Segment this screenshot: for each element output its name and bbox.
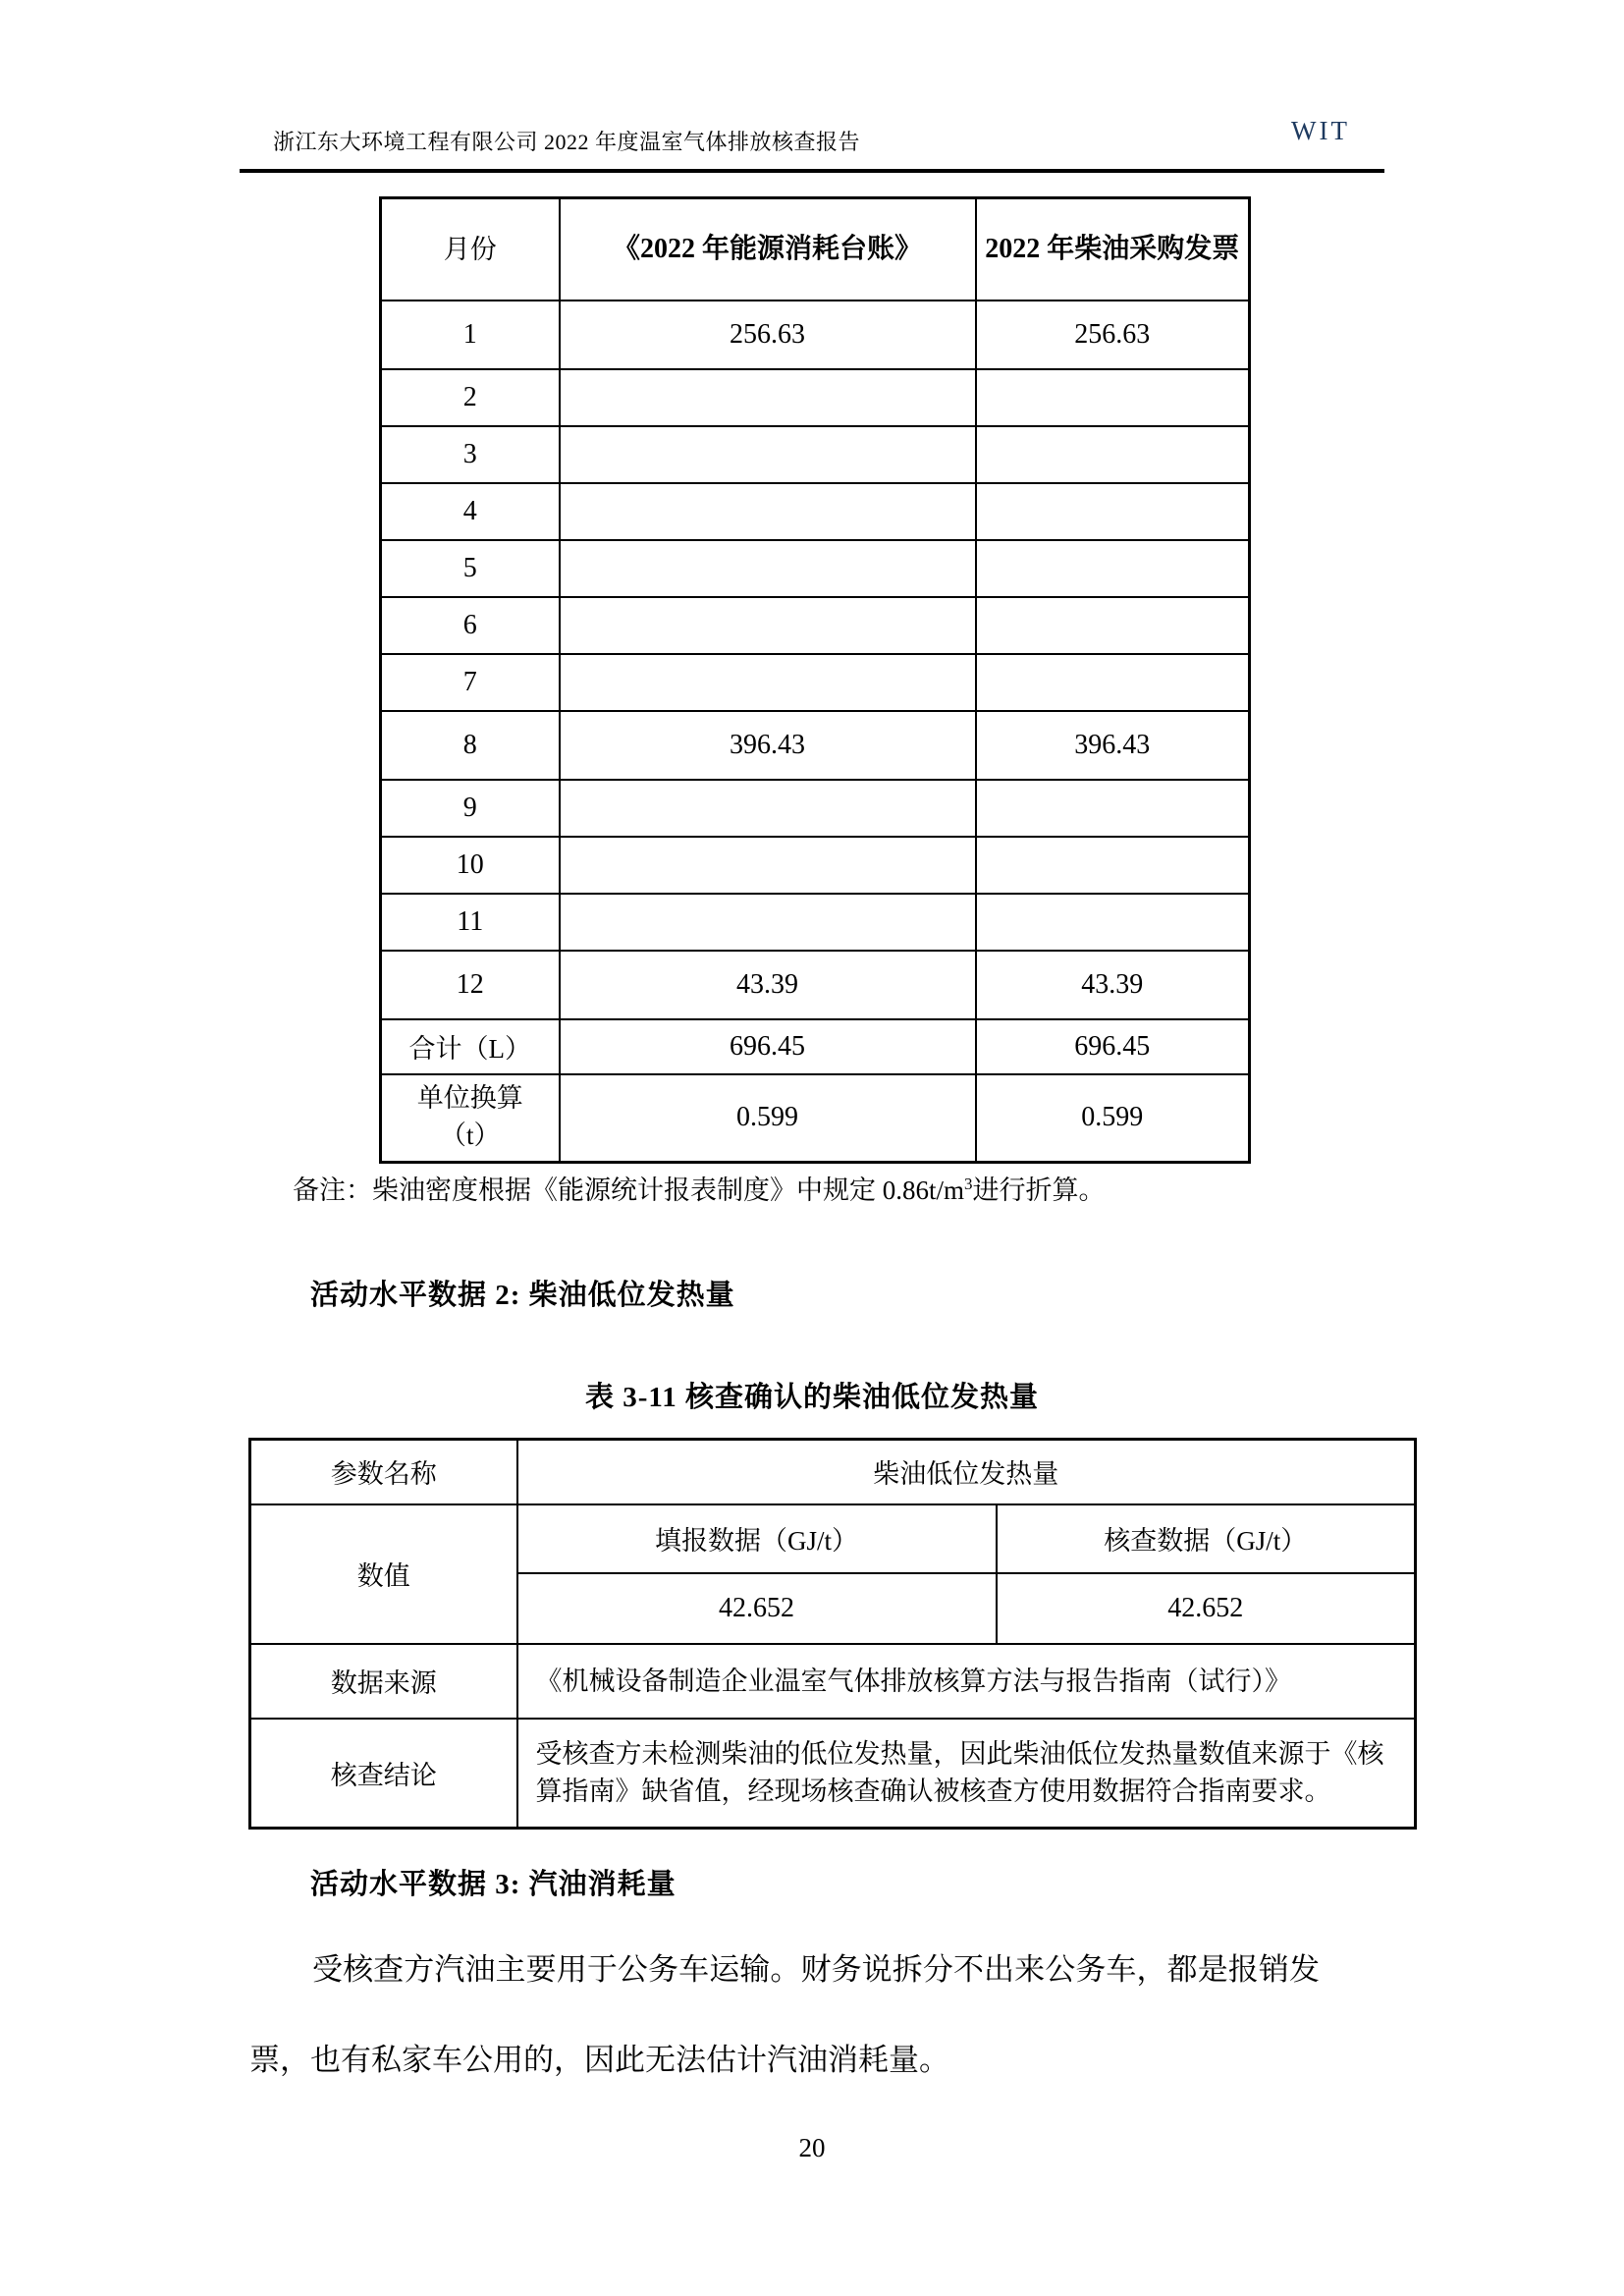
table-note: [293, 1169, 1106, 1207]
section-heading-activity-data-2: 活动水平数据 2: 柴油低位发热量: [310, 1280, 735, 1311]
table-row: [381, 654, 1250, 711]
data-source-value-cell: 《机械设备制造企业温室气体排放核算方法与报告指南（试行）》: [517, 1644, 1416, 1719]
ledger-value-cell: [560, 426, 976, 483]
unit-ledger-cell: 0.599: [560, 1074, 976, 1163]
note-prefix: 备注：柴油密度根据《能源统计报表制度》中规定 0.86t/m: [293, 1175, 965, 1205]
unit-conversion-row: [381, 1074, 1250, 1163]
ledger-value-cell: [560, 894, 976, 951]
heating-value-table: [248, 1438, 1417, 1830]
month-cell: 9: [381, 780, 560, 837]
invoice-value-cell: [976, 483, 1250, 540]
ledger-value-cell: [560, 597, 976, 654]
month-cell: 7: [381, 654, 560, 711]
unit-conversion-label-cell: [381, 1074, 560, 1163]
month-cell: 8: [381, 711, 560, 780]
diesel-consumption-table: [379, 196, 1251, 1164]
conclusion-row: [250, 1719, 1416, 1829]
invoice-value-cell: [976, 837, 1250, 894]
ledger-value-cell: [560, 837, 976, 894]
unit-invoice-cell: 0.599: [976, 1074, 1250, 1163]
verified-data-header-cell: 核查数据（GJ/t）: [997, 1504, 1416, 1573]
month-cell: 4: [381, 483, 560, 540]
total-ledger-cell: 696.45: [560, 1019, 976, 1074]
ledger-column-header: 《2022 年能源消耗台账》: [560, 198, 976, 301]
month-cell: 6: [381, 597, 560, 654]
reported-data-header-cell: 填报数据（GJ/t）: [517, 1504, 997, 1573]
table-row: [381, 837, 1250, 894]
month-cell: 11: [381, 894, 560, 951]
invoice-column-header: 2022 年柴油采购发票: [976, 198, 1250, 301]
table-row: [381, 301, 1250, 369]
param-name-row: [250, 1440, 1416, 1504]
table-row: [381, 894, 1250, 951]
month-cell: 3: [381, 426, 560, 483]
note-suffix: 进行折算。: [972, 1175, 1106, 1205]
invoice-value-cell: [976, 540, 1250, 597]
note-superscript: 3: [964, 1175, 973, 1193]
month-column-header: 月份: [381, 198, 560, 301]
ledger-value-cell: [560, 540, 976, 597]
table-row: [381, 951, 1250, 1019]
data-source-label-cell: 数据来源: [250, 1644, 517, 1719]
table-row: [381, 483, 1250, 540]
reported-value-cell: 42.652: [517, 1573, 997, 1644]
value-header-row: [250, 1504, 1416, 1573]
param-name-value-cell: 柴油低位发热量: [517, 1440, 1416, 1504]
conclusion-value-cell: 受核查方未检测柴油的低位发热量，因此柴油低位发热量数值来源于《核算指南》缺省值，经现场核查确认被核查方使用数据符合指南要求。: [517, 1719, 1416, 1829]
month-cell: 5: [381, 540, 560, 597]
invoice-value-cell: [976, 426, 1250, 483]
invoice-value-cell: 256.63: [976, 301, 1250, 369]
ledger-value-cell: [560, 780, 976, 837]
data-source-row: [250, 1644, 1416, 1719]
table-row: [381, 540, 1250, 597]
invoice-value-cell: [976, 654, 1250, 711]
month-cell: 1: [381, 301, 560, 369]
total-label-cell: 合计（L）: [381, 1019, 560, 1074]
table-3-11-title: 表 3-11 核查确认的柴油低位发热量: [584, 1382, 1040, 1413]
report-header-title: 浙江东大环境工程有限公司 2022 年度温室气体排放核查报告: [273, 130, 861, 154]
ledger-value-cell: [560, 654, 976, 711]
ledger-value-cell: [560, 369, 976, 426]
invoice-value-cell: [976, 597, 1250, 654]
table-row: [381, 780, 1250, 837]
param-name-label-cell: 参数名称: [250, 1440, 517, 1504]
month-cell: 10: [381, 837, 560, 894]
table-row: [381, 426, 1250, 483]
gasoline-paragraph: 受核查方汽油主要用于公务车运输。财务说拆分不出来公务车，都是报销发票，也有私家车公用的，因此无法估计汽油消耗量。: [249, 1952, 1320, 2077]
page-number: 20: [798, 2133, 826, 2162]
unit-label-line1: 单位换算: [416, 1083, 523, 1114]
invoice-value-cell: [976, 369, 1250, 426]
ledger-value-cell: 396.43: [560, 711, 976, 780]
month-cell: 2: [381, 369, 560, 426]
invoice-value-cell: 396.43: [976, 711, 1250, 780]
total-row: [381, 1019, 1250, 1074]
conclusion-label-cell: 核查结论: [250, 1719, 517, 1829]
invoice-value-cell: 43.39: [976, 951, 1250, 1019]
brand-mark: WIT: [1291, 116, 1350, 145]
unit-label-line2: （t）: [439, 1121, 501, 1151]
table-row: [381, 711, 1250, 780]
section-heading-activity-data-3: 活动水平数据 3: 汽油消耗量: [310, 1869, 677, 1900]
ledger-value-cell: 256.63: [560, 301, 976, 369]
table-row: [381, 597, 1250, 654]
month-cell: 12: [381, 951, 560, 1019]
invoice-value-cell: [976, 894, 1250, 951]
table-header-row: [381, 198, 1250, 301]
invoice-value-cell: [976, 780, 1250, 837]
ledger-value-cell: 43.39: [560, 951, 976, 1019]
value-label-cell: 数值: [250, 1504, 517, 1644]
total-invoice-cell: 696.45: [976, 1019, 1250, 1074]
ledger-value-cell: [560, 483, 976, 540]
verified-value-cell: 42.652: [997, 1573, 1416, 1644]
table-row: [381, 369, 1250, 426]
header-rule: [240, 169, 1384, 173]
